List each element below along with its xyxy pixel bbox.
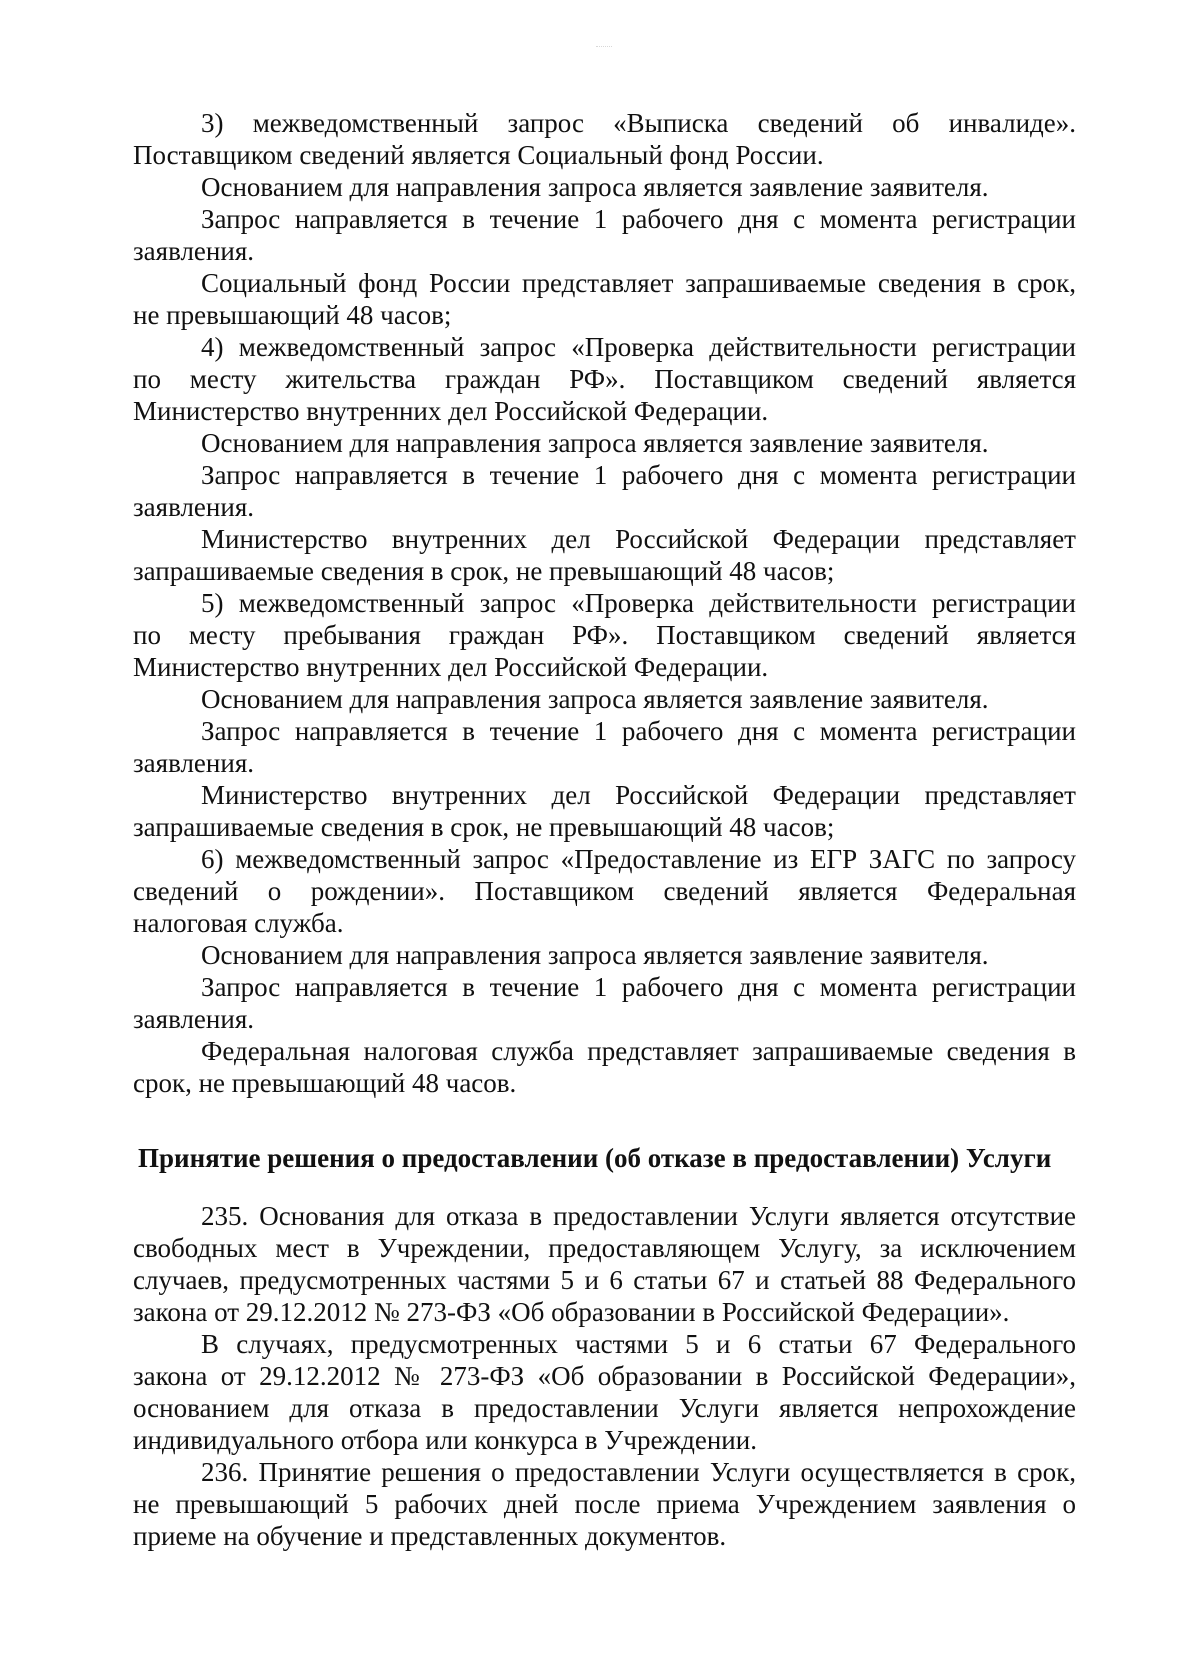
text-line: запрашиваемые сведения в срок, не превышающий 48 часов; <box>133 556 835 586</box>
text-line: налоговая служба. <box>133 908 344 938</box>
text-line: заявления. <box>133 492 254 522</box>
text-line: 3) межведомственный запрос «Выписка сведений об инвалиде». <box>201 108 1076 138</box>
text-line: Запрос направляется в течение 1 рабочего дня с момента регистрации <box>201 460 1076 490</box>
text-line: случаев, предусмотренных частями 5 и 6 статьи 67 и статьей 88 Федерального <box>133 1265 1076 1295</box>
text-line: сведений о рождении». Поставщиком сведений является Федеральная <box>133 876 1076 906</box>
text-line: Основанием для направления запроса является заявление заявителя. <box>201 684 989 714</box>
text-line: Поставщиком сведений является Социальный фонд России. <box>133 140 824 170</box>
text-line: закона от 29.12.2012 № 273-ФЗ «Об образовании в Российской Федерации». <box>133 1297 1010 1327</box>
text-line: по месту жительства граждан РФ». Поставщиком сведений является <box>133 364 1076 394</box>
text-line: В случаях, предусмотренных частями 5 и 6 статьи 67 Федерального <box>201 1329 1076 1359</box>
text-line: Запрос направляется в течение 1 рабочего дня с момента регистрации <box>201 716 1076 746</box>
text-line: Социальный фонд России представляет запрашиваемые сведения в срок, <box>201 268 1076 298</box>
text-line: заявления. <box>133 1004 254 1034</box>
text-line: индивидуального отбора или конкурса в Учреждении. <box>133 1425 757 1455</box>
text-line: заявления. <box>133 748 254 778</box>
text-line: Основанием для направления запроса является заявление заявителя. <box>201 428 989 458</box>
text-line: Федеральная налоговая служба представляет запрашиваемые сведения в <box>201 1036 1076 1066</box>
text-line: основанием для отказа в предоставлении Услуги является непрохождение <box>133 1393 1076 1423</box>
text-line: Основанием для направления запроса является заявление заявителя. <box>201 940 989 970</box>
text-line: запрашиваемые сведения в срок, не превышающий 48 часов; <box>133 812 835 842</box>
text-line: свободных мест в Учреждении, предоставляющем Услугу, за исключением <box>133 1233 1076 1263</box>
text-line: закона от 29.12.2012 № 273-ФЗ «Об образовании в Российской Федерации», <box>133 1361 1076 1391</box>
text-line: 6) межведомственный запрос «Предоставление из ЕГР ЗАГС по запросу <box>201 844 1076 874</box>
text-line: заявления. <box>133 236 254 266</box>
text-line: 236. Принятие решения о предоставлении Услуги осуществляется в срок, <box>201 1457 1076 1487</box>
text-line: 235. Основания для отказа в предоставлении Услуги является отсутствие <box>201 1201 1076 1231</box>
text-line: Запрос направляется в течение 1 рабочего дня с момента регистрации <box>201 204 1076 234</box>
text-line: приеме на обучение и представленных документов. <box>133 1521 727 1551</box>
text-line: 5) межведомственный запрос «Проверка действительности регистрации <box>201 588 1076 618</box>
text-line: срок, не превышающий 48 часов. <box>133 1068 517 1098</box>
text-line: по месту пребывания граждан РФ». Поставщиком сведений является <box>133 620 1076 650</box>
text-line: Основанием для направления запроса является заявление заявителя. <box>201 172 989 202</box>
text-line: Министерство внутренних дел Российской Федерации. <box>133 396 769 426</box>
section-heading: Принятие решения о предоставлении (об отказе в предоставлении) Услуги <box>138 1143 1052 1173</box>
text-line: не превышающий 5 рабочих дней после приема Учреждением заявления о <box>133 1489 1076 1519</box>
text-line: не превышающий 48 часов; <box>133 300 452 330</box>
text-line: Министерство внутренних дел Российской Федерации представляет <box>201 780 1076 810</box>
text-line: 4) межведомственный запрос «Проверка действительности регистрации <box>201 332 1076 362</box>
text-line: Министерство внутренних дел Российской Федерации. <box>133 652 769 682</box>
text-line: Запрос направляется в течение 1 рабочего дня с момента регистрации <box>201 972 1076 1002</box>
text-line: Министерство внутренних дел Российской Федерации представляет <box>201 524 1076 554</box>
scan-speck <box>596 46 612 53</box>
